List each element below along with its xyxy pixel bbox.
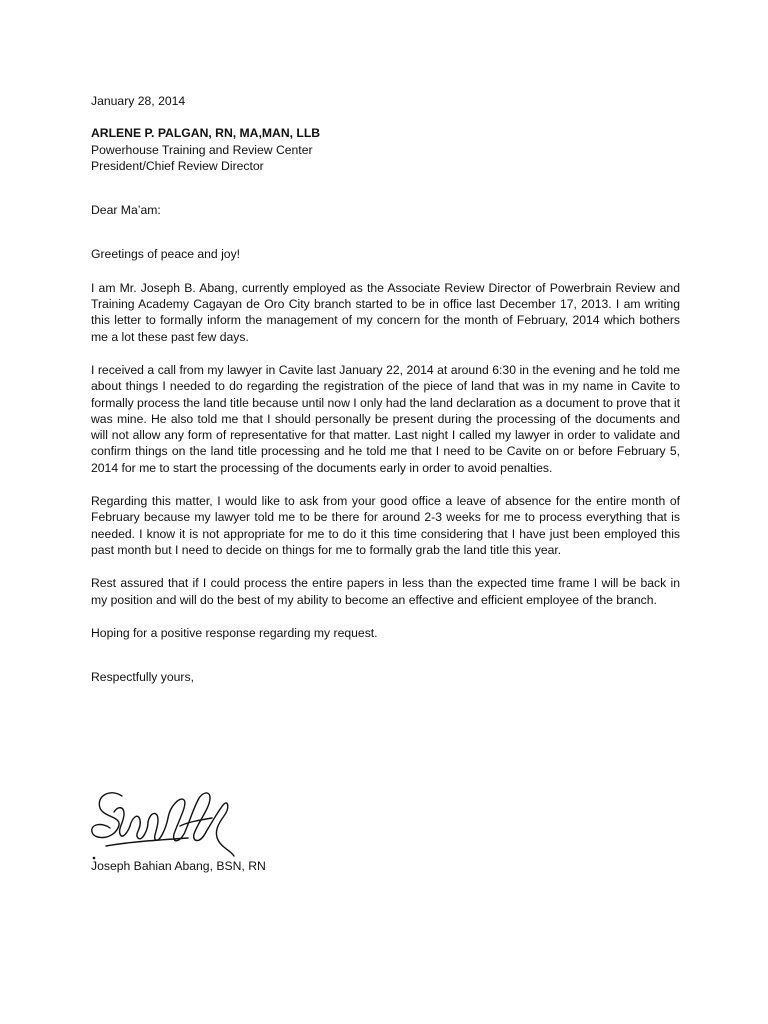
signer-name: Joseph Bahian Abang, BSN, RN <box>91 859 266 873</box>
paragraph-hope: Hoping for a positive response regarding my request. <box>91 625 378 640</box>
recipient-organization: Powerhouse Training and Review Center <box>91 142 313 157</box>
paragraph-leave-request: Regarding this matter, I would like to ask from your good office a leave of absence for the entire month of February because my lawyer told me to be there for around 2-3 weeks for me to process everything that is needed. I know it is not appropriate for me to do it this time considering that I have just been employed this past month but I need to decide on things for me to formally grab the land title this year. <box>91 494 680 557</box>
letter-date: January 28, 2014 <box>91 94 186 108</box>
recipient-name: ARLENE P. PALGAN, RN, MA,MAN, LLB <box>91 126 321 141</box>
greeting: Greetings of peace and joy! <box>91 247 241 262</box>
letter-body <box>91 93 680 685</box>
paragraph-assurance: Rest assured that if I could process the entire papers in less than the expected time frame I will be back in my position and will do the best of my ability to become an effective and efficient employee of the branch. <box>91 576 680 607</box>
paragraph-lawyer-call: I received a call from my lawyer in Cavite last January 22, 2014 at around 6:30 in the evening and he told me about things I needed to do regarding the registration of the piece of land that was in my name in Cavite to formally process the land title because until now I only had the land declaration as a document to prove that it was mine. He also told me that I should personally be present during the processing of the documents and will not allow any form of representative for that matter. Last night I called my lawyer in order to validate and confirm things on the land title processing and he told me that I need to be Cavite on or before February 5, 2014 for me to start the processing of the documents early in order to avoid penalties. <box>91 362 680 475</box>
handwritten-signature <box>88 782 238 862</box>
salutation: Dear Ma’am: <box>91 203 161 218</box>
recipient-title: President/Chief Review Director <box>91 158 264 173</box>
paragraph-intro: I am Mr. Joseph B. Abang, currently employed as the Associate Review Director of Powerbrain Review and Training Academy Cagayan de Oro City branch started to be in office last December 17, 2013. I am writing this letter to formally inform the management of my concern for the month of February, 2014 which bothers me a lot these past few days. <box>91 280 680 344</box>
closing: Respectfully yours, <box>91 670 194 685</box>
